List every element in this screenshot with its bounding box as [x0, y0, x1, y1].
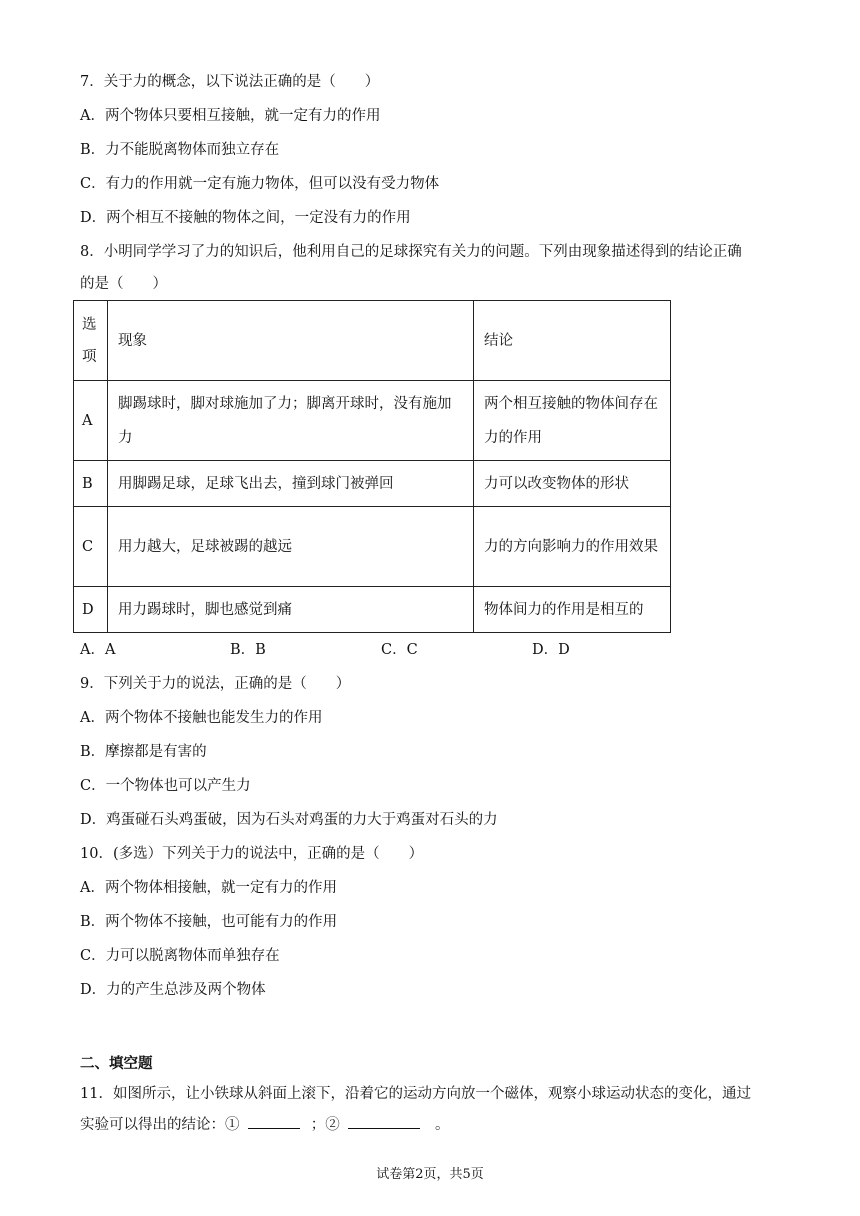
table-row — [74, 461, 671, 507]
row-conclusion: 力可以改变物体的形状 — [474, 461, 671, 507]
q9-option-c: C．一个物体也可以产生力 — [80, 778, 251, 794]
q11-line2 — [80, 1114, 449, 1135]
q8-option-a: A．A — [80, 642, 116, 658]
answer-blank-2[interactable] — [348, 1114, 420, 1129]
q11-line1: 11．如图所示，让小铁球从斜面上滚下，沿着它的运动方向放一个磁体，观察小球运动状态的变化，通过 — [80, 1086, 751, 1102]
q8-option-d: D．D — [532, 642, 570, 658]
q9-option-b: B．摩擦都是有害的 — [80, 744, 207, 760]
q7-option-a: A．两个物体只要相互接触，就一定有力的作用 — [80, 108, 381, 124]
row-conclusion: 力的方向影响力的作用效果 — [474, 507, 671, 587]
q7-option-c: C．有力的作用就一定有施力物体，但可以没有受力物体 — [80, 176, 440, 192]
row-option: A — [74, 381, 108, 461]
row-phenomenon: 脚踢球时，脚对球施加了力；脚离开球时，没有施加力 — [108, 381, 474, 461]
row-option: C — [74, 507, 108, 587]
row-phenomenon: 用力踢球时，脚也感觉到痛 — [108, 587, 474, 633]
q9-stem: 9．下列关于力的说法，正确的是（ ） — [80, 676, 351, 692]
table-header-row — [74, 301, 671, 381]
row-phenomenon: 用力越大，足球被踢的越远 — [108, 507, 474, 587]
q10-option-d: D．力的产生总涉及两个物体 — [80, 982, 266, 998]
table-row — [74, 381, 671, 461]
q7-stem: 7．关于力的概念，以下说法正确的是（ ） — [80, 74, 380, 90]
header-phenomenon: 现象 — [108, 301, 474, 381]
section-title: 二、填空题 — [80, 1056, 153, 1072]
row-option: B — [74, 461, 108, 507]
q10-option-a: A．两个物体相接触，就一定有力的作用 — [80, 880, 337, 896]
row-phenomenon: 用脚踢足球，足球飞出去，撞到球门被弹回 — [108, 461, 474, 507]
q8-option-c: C．C — [381, 642, 418, 658]
q8-option-b: B．B — [230, 642, 266, 658]
q8-stem-line1: 8．小明同学学习了力的知识后，他利用自己的足球探究有关力的问题。下列由现象描述得到的结论正确 — [80, 244, 742, 260]
header-option: 选项 — [74, 301, 108, 381]
row-conclusion: 两个相互接触的物体间存在力的作用 — [474, 381, 671, 461]
row-option: D — [74, 587, 108, 633]
q10-stem: 10．(多选）下列关于力的说法中，正确的是（ ） — [80, 846, 424, 862]
q11-line2-prefix: 实验可以得出的结论：① — [80, 1117, 240, 1133]
q8-stem-line2: 的是（ ） — [80, 276, 167, 292]
q7-option-d: D．两个相互不接触的物体之间，一定没有力的作用 — [80, 210, 411, 226]
row-conclusion: 物体间力的作用是相互的 — [474, 587, 671, 633]
q9-option-d: D．鸡蛋碰石头鸡蛋破，因为石头对鸡蛋的力大于鸡蛋对石头的力 — [80, 812, 498, 828]
q10-option-c: C．力可以脱离物体而单独存在 — [80, 948, 280, 964]
q10-option-b: B．两个物体不接触，也可能有力的作用 — [80, 914, 338, 930]
q8-table — [73, 300, 671, 633]
table-row — [74, 587, 671, 633]
header-conclusion: 结论 — [474, 301, 671, 381]
page-footer: 试卷第2页，共5页 — [376, 1167, 484, 1182]
q11-line2-sep: ；② — [310, 1117, 340, 1133]
q9-option-a: A．两个物体不接触也能发生力的作用 — [80, 710, 323, 726]
q7-option-b: B．力不能脱离物体而独立存在 — [80, 142, 280, 158]
q11-line2-end: 。 — [434, 1117, 450, 1133]
answer-blank-1[interactable] — [248, 1114, 300, 1129]
table-row — [74, 507, 671, 587]
